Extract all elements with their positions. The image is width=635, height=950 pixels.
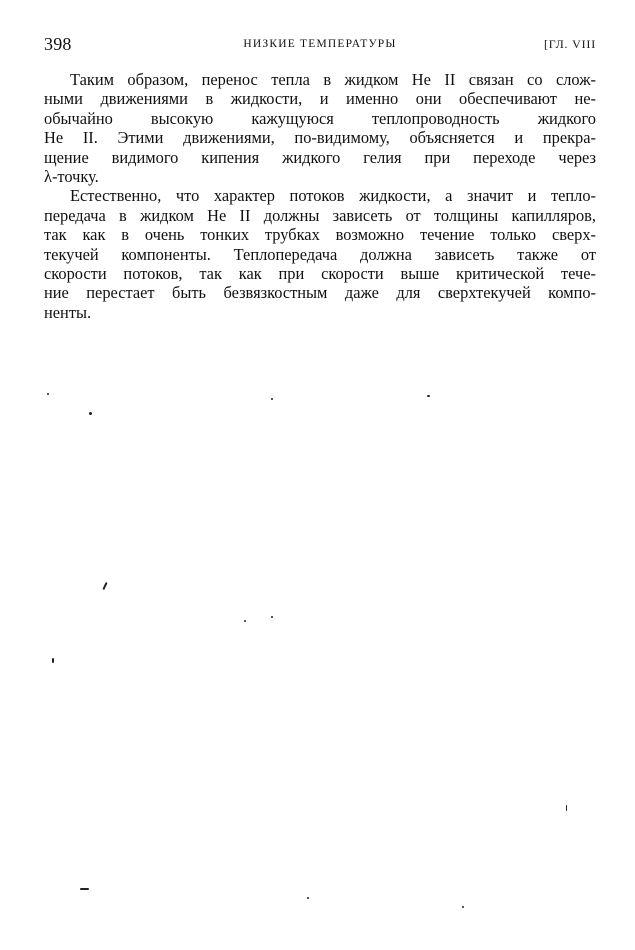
scan-speck bbox=[89, 412, 92, 415]
paragraph-2 bbox=[44, 186, 596, 322]
page-number: 398 bbox=[44, 34, 72, 54]
text-line: Не II. Этими движениями, по-видимому, объясняется и прекра- bbox=[44, 128, 596, 148]
scan-speck bbox=[462, 906, 464, 908]
text-line: щение видимого кипения жидкого гелия при переходе через bbox=[44, 147, 596, 167]
text-line: λ-точку. bbox=[44, 166, 99, 186]
chapter-reference: [ГЛ. VIII bbox=[543, 37, 596, 51]
scan-speck bbox=[271, 616, 273, 618]
scan-speck bbox=[102, 582, 107, 590]
running-title: НИЗКИЕ ТЕМПЕРАТУРЫ bbox=[243, 38, 397, 50]
scan-speck bbox=[244, 620, 246, 622]
scan-speck bbox=[80, 888, 89, 890]
text-line: текучей компоненты. Теплопередача должна зависеть также от bbox=[44, 244, 596, 264]
text-line: так как в очень тонких трубках возможно течение только сверх- bbox=[44, 225, 596, 245]
text-line: ненты. bbox=[44, 302, 92, 322]
text-line: передача в жидком Не II должны зависеть от толщины капилляров, bbox=[44, 205, 596, 225]
text-line: Естественно, что характер потоков жидкости, а значит и тепло- bbox=[70, 186, 596, 206]
text-line: Таким образом, перенос тепла в жидком Не II связан со слож- bbox=[70, 70, 596, 89]
scan-speck bbox=[271, 398, 273, 400]
scan-speck bbox=[566, 805, 567, 811]
body-text bbox=[44, 70, 596, 322]
text-line: ние перестает быть безвязкостным даже для сверхтекучей компо- bbox=[44, 283, 596, 303]
scan-speck bbox=[307, 897, 309, 899]
text-line: скорости потоков, так как при скорости выше критической тече- bbox=[44, 263, 596, 283]
page-header bbox=[44, 34, 596, 56]
text-line: ными движениями в жидкости, и именно они обеспечивают не- bbox=[44, 89, 596, 109]
text-line: обычайно высокую кажущуюся теплопроводность жидкого bbox=[44, 108, 596, 128]
scan-speck bbox=[427, 395, 430, 397]
scan-speck bbox=[47, 393, 49, 395]
paragraph-1 bbox=[44, 70, 596, 186]
scan-speck bbox=[52, 658, 54, 663]
